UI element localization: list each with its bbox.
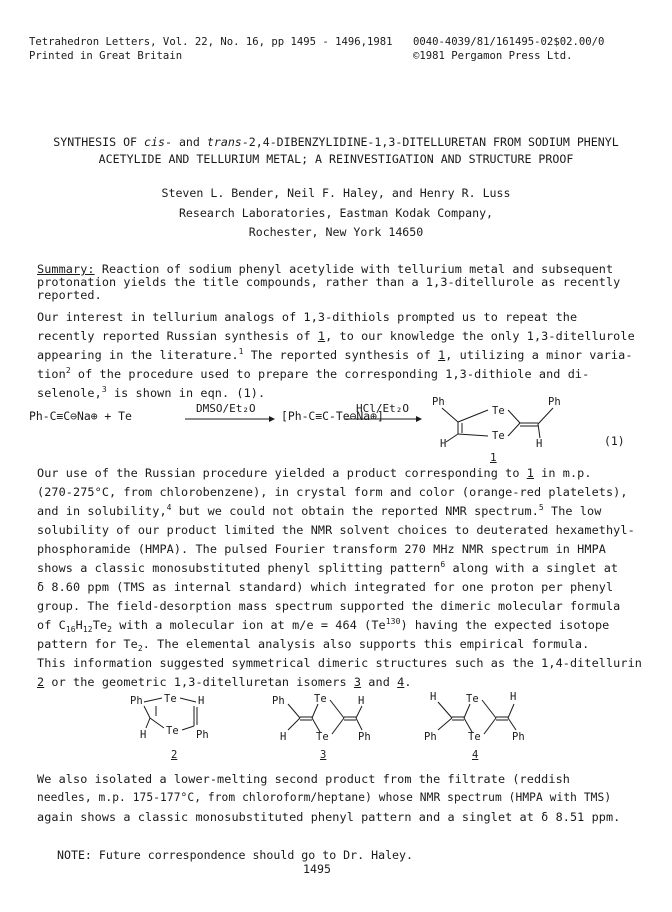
para3-line: We also isolated a lower-melting second product from the filtrate (reddish [37, 772, 570, 786]
structure-label: 2 [171, 749, 178, 760]
reaction-arrow [185, 415, 275, 423]
atom-h: H [198, 695, 205, 707]
atom-h: H [440, 438, 447, 450]
atom-ph: Ph [272, 695, 285, 707]
para2-line: 2 or the geometric 1,3-ditelluretan isomers 3 and 4. [37, 675, 412, 689]
atom-te: Te [468, 731, 481, 743]
summary-label: Summary: [37, 262, 95, 276]
atom-h: H [280, 731, 287, 743]
structure-label: 4 [472, 749, 479, 760]
printed-in: Printed in Great Britain [29, 50, 183, 62]
atom-h: H [510, 691, 517, 703]
atom-ph: Ph [358, 731, 371, 743]
atom-te: Te [314, 693, 327, 705]
atom-te: Te [316, 731, 329, 743]
compound-1-structure [428, 396, 578, 460]
para2-line: group. The field-desorption mass spectrum supported the dimeric molecular formula [37, 599, 621, 613]
para2-line: pattern for $Te_2$. The elemental analysis also supports this empirical formula. [37, 637, 590, 653]
affiliation-line-2: Rochester, New York 14650 [248, 225, 424, 239]
atom-ph: Ph [424, 731, 437, 743]
atom-h: H [536, 438, 543, 450]
atom-h: H [430, 691, 437, 703]
structure-4 [424, 690, 544, 760]
para2-line: of $C_{16}H_{12}Te_2$ with a molecular ion at m/e = 464 (Te$^{130}$) having the expected isotope [37, 617, 610, 634]
para2-line: (270-275°C, from chlorobenzene), in crystal form and color (orange-red platelets), [37, 485, 628, 499]
para2-line: solubility of our product limited the NMR solvent choices to deuterated hexamethyl- [37, 523, 635, 537]
para2-line: δ 8.60 ppm (TMS as internal standard) which integrated for one proton per phenyl [37, 580, 614, 594]
para1-line: selenole,$^3$ is shown in eqn. (1). [37, 385, 266, 400]
atom-te: Te [492, 405, 505, 417]
title-line-2: ACETYLIDE AND TELLURIUM METAL; A REINVESTIGATION AND STRUCTURE PROOF [98, 152, 574, 166]
reaction-arrow [344, 415, 422, 423]
para2-line: Our use of the Russian procedure yielded a product corresponding to 1 in m.p. [37, 466, 592, 480]
equation-condition-2: HCl/Et₂O [356, 402, 409, 415]
para1-line: appearing in the literature.$^1$ The reported synthesis of 1, utilizing a minor varia- [37, 347, 633, 362]
article-code: 0040-4039/81/161495-02$02.00/0 [413, 36, 605, 48]
atom-te: Te [466, 693, 479, 705]
para1-line: Our interest in tellurium analogs of 1,3-dithiols prompted us to repeat the [37, 310, 578, 324]
footnote-note: NOTE: Future correspondence should go to Dr. Haley. [57, 848, 413, 862]
para2-line: and in solubility,$^4$ but we could not obtain the reported NMR spectrum.$^5$ The low [37, 503, 602, 518]
title-line-1: SYNTHESIS OF cis- and trans-2,4-DIBENZYLIDINE-1,3-DITELLURETAN FROM SODIUM PHENYL [53, 135, 619, 149]
atom-te: Te [166, 725, 179, 737]
journal-citation: Tetrahedron Letters, Vol. 22, No. 16, pp 1495 - 1496,1981 [29, 36, 393, 48]
atom-te: Te [164, 693, 177, 705]
atom-ph: Ph [512, 731, 525, 743]
para2-line: shows a classic monosubstituted phenyl splitting pattern$^6$ along with a singlet at [37, 560, 619, 575]
summary-line-1: Summary: Reaction of sodium phenyl acetylide with tellurium metal and subsequent [37, 262, 614, 276]
page-number: 1495 [303, 862, 331, 876]
atom-ph: Ph [196, 729, 209, 741]
copyright: ©1981 Pergamon Press Ltd. [413, 50, 573, 62]
atom-h: H [140, 729, 147, 741]
para1-line: recently reported Russian synthesis of 1, to our knowledge the only 1,3-ditellurole [37, 329, 635, 343]
authors: Steven L. Bender, Neil F. Haley, and Henry R. Luss [161, 186, 511, 200]
para1-line: tion$^2$ of the procedure used to prepare the corresponding 1,3-dithiole and di- [37, 366, 590, 381]
atom-ph: Ph [432, 396, 445, 408]
para2-line: This information suggested symmetrical dimeric structures such as the 1,4-ditellurin [37, 656, 642, 670]
affiliation-line-1: Research Laboratories, Eastman Kodak Company, [178, 206, 494, 220]
equation-condition-1: DMSO/Et₂O [196, 402, 256, 415]
atom-te: Te [492, 430, 505, 442]
summary-line-3: reported. [37, 288, 102, 302]
atom-ph: Ph [130, 695, 143, 707]
structure-2 [128, 690, 238, 760]
equation-number: (1) [604, 434, 625, 448]
summary-line-2: protonation yields the title compounds, rather than a 1,3-ditellurole as recently [37, 275, 621, 289]
equation-reactant: Ph-C≡C⊖Na⊕ + Te [29, 409, 132, 423]
structure-label: 3 [320, 749, 327, 760]
compound-label: 1 [490, 451, 497, 464]
structure-3 [272, 690, 392, 760]
para3-line: again shows a classic monosubstituted phenyl pattern and a singlet at δ 8.51 ppm. [37, 810, 621, 824]
atom-ph: Ph [548, 396, 561, 408]
para2-line: phosphoramide (HMPA). The pulsed Fourier transform 270 MHz NMR spectrum in HMPA [37, 542, 606, 556]
para3-line: needles, m.p. 175-177°C, from chloroform/heptane) whose NMR spectrum (HMPA with TMS) [37, 791, 612, 804]
equation-intermediate: [Ph-C≡C-Te⊖Na⊕] [281, 409, 384, 423]
atom-h: H [358, 695, 365, 707]
